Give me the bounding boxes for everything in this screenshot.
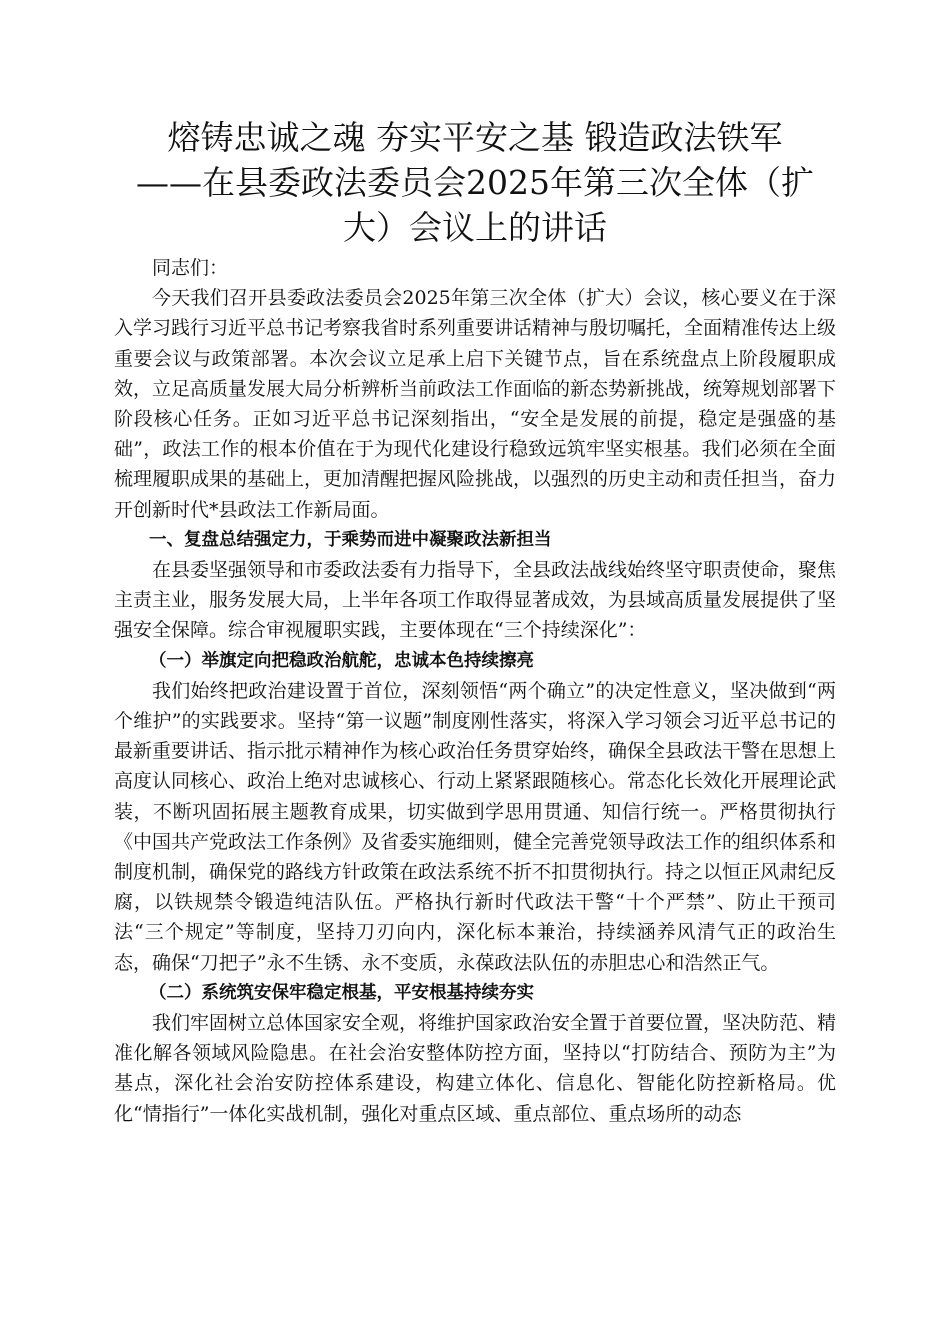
subsection-heading-2: （二）系统筑安保牢稳定根基，平安根基持续夯实 xyxy=(149,982,534,1003)
body-paragraph: 我们始终把政治建设置于首位，深刻领悟“两个确立”的决定性意义，坚决做到“两个维护”的实践要求。坚持“第一议题”制度刚性落实，将深入学习领会习近平总书记的最新重要讲话、指示批示精神作为核心政治任务贯穿始终，确保全县政法干警在思想上高度认同核心、政治上绝对忠诚核心、行动上紧紧跟随核心。常态化长效化开展理论武装，不断巩固拓展主题教育成果，切实做到学思用贯通、知信行统一。严格贯彻执行《中国共产党政法工作条例》及省委实施细则，健全完善党领导政法工作的组织体系和制度机制，确保党的路线方针政策在政法系统不折不扣贯彻执行。持之以恒正风肃纪反腐，以铁规禁令锻造纯洁队伍。严格执行新时代政法干警“十个严禁”、防止干预司法“三个规定”等制度，坚持刀刃向内，深化标本兼治，持续涵养风清气正的政治生态，确保“刀把子”永不生锈、永不变质，永葆政法队伍的赤胆忠心和浩然正气。 xyxy=(114,679,837,974)
body-paragraph: 在县委坚强领导和市委政法委有力指导下，全县政法战线始终坚守职责使命，聚焦主责主业，服务发展大局，上半年各项工作取得显著成效，为县域高质量发展提供了坚强安全保障。综合审视履职实践，主要体现在“三个持续深化”： xyxy=(114,559,837,642)
title-line-2: ——在县委政法委员会2025年第三次全体（扩 xyxy=(136,163,814,202)
document-title xyxy=(100,115,850,250)
document-body xyxy=(114,253,836,1129)
section-heading-1: 一、复盘总结强定力，于乘势而进中凝聚政法新担当 xyxy=(149,529,552,550)
salutation: 同志们： xyxy=(152,257,229,279)
body-paragraph: 我们牢固树立总体国家安全观，将维护国家政治安全置于首要位置，坚决防范、精准化解各领域风险隐患。在社会治安整体防控方面，坚持以“打防结合、预防为主”为基点，深化社会治安防控体系建设，构建立体化、信息化、智能化防控新格局。优化“情指行”一体化实战机制，强化对重点区域、重点部位、重点场所的动态 xyxy=(114,1012,837,1125)
body-paragraph-intro: 今天我们召开县委政法委员会2025年第三次全体（扩大）会议，核心要义在于深入学习践行习近平总书记考察我省时系列重要讲话精神与殷切嘱托，全面精准传达上级重要会议与政策部署。本次会议立足承上启下关键节点，旨在系统盘点上阶段履职成效，立足高质量发展大局分析辨析当前政法工作面临的新态势新挑战，统筹规划部署下阶段核心任务。正如习近平总书记深刻指出，“安全是发展的前提，稳定是强盛的基础”，政法工作的根本价值在于为现代化建设行稳致远筑牢坚实根基。我们必须在全面梳理履职成果的基础上，更加清醒把握风险挑战，以强烈的历史主动和责任担当，奋力开创新时代*县政法工作新局面。 xyxy=(114,287,837,521)
subsection-heading-1: （一）举旗定向把稳政治航舵，忠诚本色持续擦亮 xyxy=(149,650,534,671)
title-line-3: 大）会议上的讲话 xyxy=(343,208,607,247)
title-line-1: 熔铸忠诚之魂 夯实平安之基 锻造政法铁军 xyxy=(167,118,783,157)
